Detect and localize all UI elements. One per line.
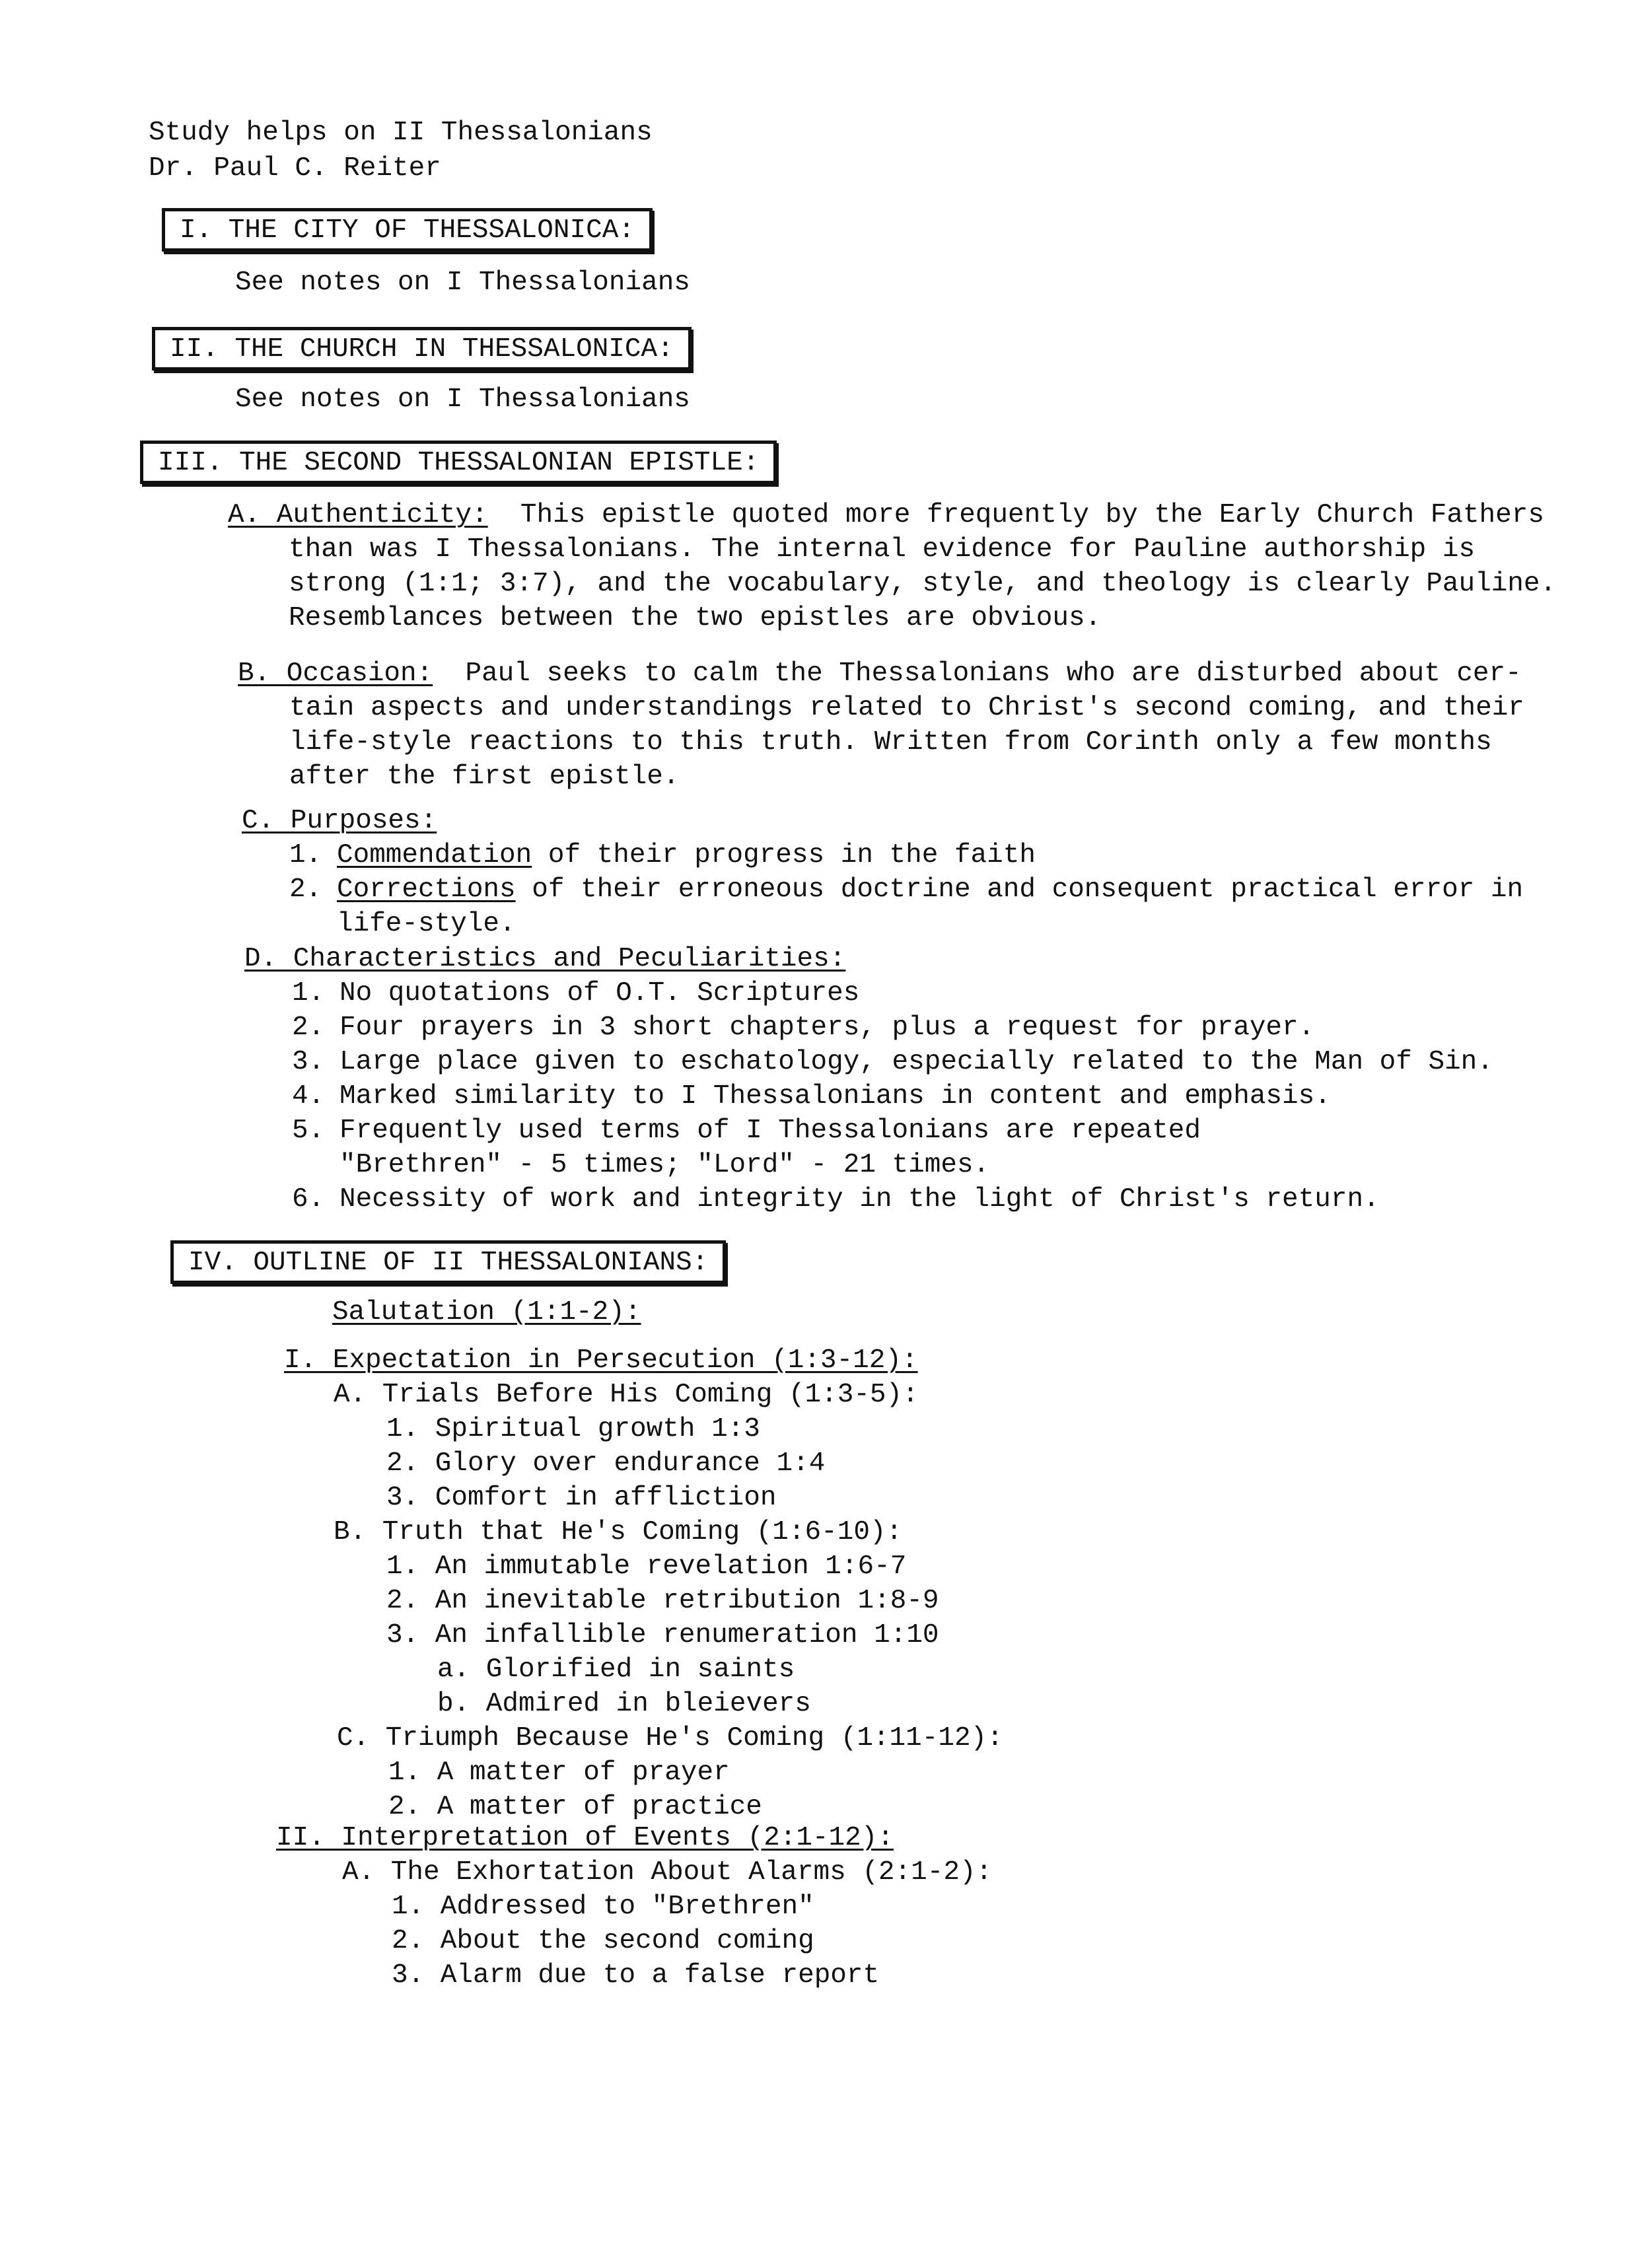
outline-point-a: A. The Exhortation About Alarms (2:1-2): bbox=[342, 1857, 993, 1888]
purposes-list bbox=[242, 804, 1523, 942]
section-heading-church: II. THE CHURCH IN THESSALONICA: bbox=[152, 327, 692, 371]
outline-subsubpoint: a. Glorified in saints bbox=[437, 1654, 795, 1685]
characteristics-label: D. Characteristics and Peculiarities: bbox=[244, 944, 846, 974]
purpose-item: 1. Commendation of their progress in the faith bbox=[289, 840, 1036, 870]
outline-subpoint: 1. Spiritual growth 1:3 bbox=[386, 1414, 760, 1444]
authenticity-paragraph bbox=[228, 499, 1556, 636]
purpose-item: 2. Corrections of their erroneous doctrine and consequent practical error in bbox=[289, 874, 1524, 905]
purpose-item-continuation: life-style. bbox=[337, 909, 516, 939]
purposes-label: C. Purposes: bbox=[242, 806, 437, 836]
characteristic-item: 3. Large place given to eschatology, especially related to the Man of Sin. bbox=[292, 1047, 1493, 1077]
characteristic-item: 1. No quotations of O.T. Scriptures bbox=[292, 978, 860, 1009]
characteristic-item: 4. Marked similarity to I Thessalonians in content and emphasis. bbox=[292, 1081, 1331, 1112]
characteristic-item: 2. Four prayers in 3 short chapters, plus a request for prayer. bbox=[292, 1012, 1315, 1043]
outline-point-b: B. Truth that He's Coming (1:6-10): bbox=[334, 1517, 903, 1547]
outline-part-2 bbox=[276, 1822, 992, 1993]
outline-point-a: A. Trials Before His Coming (1:3-5): bbox=[334, 1380, 919, 1410]
section-heading-outline: IV. OUTLINE OF II THESSALONIANS: bbox=[170, 1240, 726, 1284]
outline-subpoint: 2. About the second coming bbox=[392, 1926, 814, 1956]
document-author: Dr. Paul C. Reiter bbox=[149, 153, 441, 184]
outline-subpoint: 3. An infallible renumeration 1:10 bbox=[386, 1620, 939, 1650]
outline-part-1 bbox=[284, 1344, 1003, 1825]
authenticity-line: strong (1:1; 3:7), and the vocabulary, style, and theology is clearly Pauline. bbox=[289, 569, 1557, 599]
outline-salutation: Salutation (1:1-2): bbox=[332, 1297, 641, 1328]
authenticity-line: Resemblances between the two epistles are obvious. bbox=[289, 603, 1102, 633]
outline-subpoint: 1. An immutable revelation 1:6-7 bbox=[386, 1551, 907, 1582]
document-title: Study helps on II Thessalonians bbox=[149, 118, 653, 148]
authenticity-label: A. Authenticity: bbox=[228, 500, 488, 530]
outline-subpoint: 3. Alarm due to a false report bbox=[392, 1960, 880, 1991]
characteristics-list bbox=[244, 942, 1493, 1217]
occasion-line: after the first epistle. bbox=[289, 762, 680, 792]
occasion-label: B. Occasion: bbox=[238, 658, 433, 689]
outline-subpoint: 2. An inevitable retribution 1:8-9 bbox=[386, 1586, 939, 1616]
section-heading-epistle: III. THE SECOND THESSALONIAN EPISTLE: bbox=[140, 441, 777, 484]
outline-subpoint: 1. A matter of prayer bbox=[388, 1757, 730, 1788]
outline-subsubpoint: b. Admired in bleievers bbox=[437, 1689, 811, 1719]
section-heading-city: I. THE CITY OF THESSALONICA: bbox=[162, 208, 653, 252]
outline-part-2-heading: II. Interpretation of Events (2:1-12): bbox=[276, 1823, 894, 1853]
occasion-line: life-style reactions to this truth. Written from Corinth only a few months bbox=[289, 727, 1492, 758]
outline-point-c: C. Triumph Because He's Coming (1:11-12): bbox=[337, 1723, 1003, 1754]
outline-subpoint: 2. A matter of practice bbox=[388, 1792, 762, 1822]
outline-subpoint: 1. Addressed to "Brethren" bbox=[392, 1892, 814, 1922]
occasion-line: tain aspects and understandings related to Christ's second coming, and their bbox=[289, 693, 1524, 723]
outline-subpoint: 3. Comfort in affliction bbox=[386, 1483, 777, 1513]
characteristic-item: 5. Frequently used terms of I Thessalonians are repeated bbox=[292, 1116, 1201, 1146]
outline-part-1-heading: I. Expectation in Persecution (1:3-12): bbox=[284, 1345, 918, 1376]
occasion-paragraph bbox=[238, 657, 1524, 795]
section-note-church: See notes on I Thessalonians bbox=[235, 384, 690, 415]
authenticity-line: This epistle quoted more frequently by the Early Church Fathers bbox=[520, 500, 1544, 530]
characteristic-item: 6. Necessity of work and integrity in the light of Christ's return. bbox=[292, 1184, 1380, 1215]
characteristic-item: "Brethren" - 5 times; "Lord" - 21 times. bbox=[339, 1150, 990, 1180]
occasion-line: Paul seeks to calm the Thessalonians who are disturbed about cer- bbox=[465, 658, 1522, 689]
outline-subpoint: 2. Glory over endurance 1:4 bbox=[386, 1448, 826, 1479]
section-note-city: See notes on I Thessalonians bbox=[235, 267, 690, 298]
authenticity-line: than was I Thessalonians. The internal evidence for Pauline authorship is bbox=[289, 534, 1476, 565]
